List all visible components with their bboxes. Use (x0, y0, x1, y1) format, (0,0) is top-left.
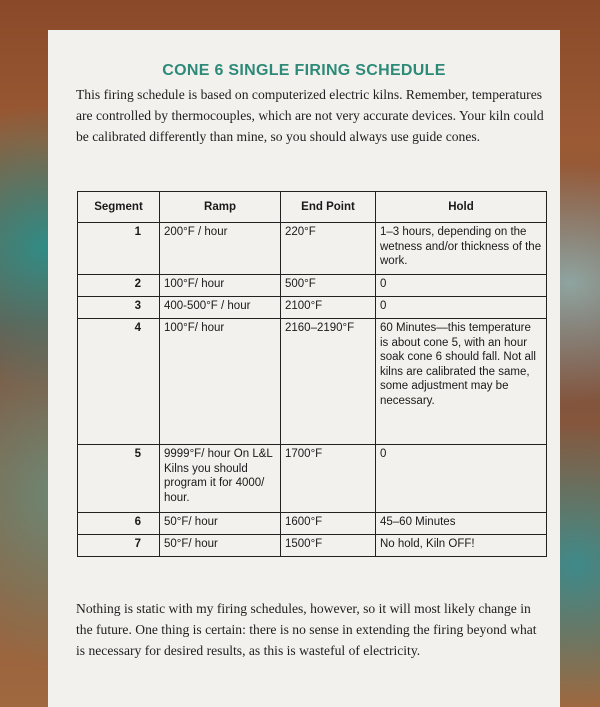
table-row (78, 513, 547, 535)
intro-paragraph: This firing schedule is based on computerized electric kilns. Remember, temperatures are controlled by thermocouples, which are not very accurate devices. Your kiln could be calibrated differently than mine, so you should always use guide cones. (76, 87, 544, 144)
hold-cell: 1–3 hours, depending on the wetness and/or thickness of the work. (376, 223, 547, 275)
end-point-cell: 2160–2190°F (281, 319, 376, 445)
end-point-cell: 1600°F (281, 513, 376, 535)
end-point-cell: 1500°F (281, 535, 376, 557)
table-row (78, 223, 547, 275)
ramp-cell: 100°F/ hour (160, 275, 281, 297)
header-ramp: Ramp (160, 192, 281, 223)
segment-cell: 4 (78, 319, 160, 445)
header-hold: Hold (376, 192, 547, 223)
table-row (78, 275, 547, 297)
end-point-cell: 1700°F (281, 445, 376, 513)
ramp-cell: 50°F/ hour (160, 513, 281, 535)
hold-cell: 0 (376, 297, 547, 319)
hold-cell: 0 (376, 275, 547, 297)
ramp-cell: 9999°F/ hour On L&L Kilns you should program it for 4000/ hour. (160, 445, 281, 513)
page-title: CONE 6 SINGLE FIRING SCHEDULE (162, 62, 446, 79)
ramp-cell: 100°F/ hour (160, 319, 281, 445)
firing-schedule-table (77, 191, 547, 557)
header-segment: Segment (78, 192, 160, 223)
segment-cell: 5 (78, 445, 160, 513)
end-point-cell: 2100°F (281, 297, 376, 319)
ramp-cell: 200°F / hour (160, 223, 281, 275)
ramp-cell: 400-500°F / hour (160, 297, 281, 319)
hold-cell: 45–60 Minutes (376, 513, 547, 535)
table-row (78, 445, 547, 513)
table-row (78, 319, 547, 445)
segment-cell: 6 (78, 513, 160, 535)
segment-cell: 7 (78, 535, 160, 557)
table-row (78, 535, 547, 557)
hold-cell: 0 (376, 445, 547, 513)
segment-cell: 1 (78, 223, 160, 275)
end-point-cell: 500°F (281, 275, 376, 297)
end-point-cell: 220°F (281, 223, 376, 275)
document-card (48, 30, 560, 707)
table-header-row (78, 192, 547, 223)
table-row (78, 297, 547, 319)
hold-cell: No hold, Kiln OFF! (376, 535, 547, 557)
segment-cell: 3 (78, 297, 160, 319)
header-end-point: End Point (281, 192, 376, 223)
ramp-cell: 50°F/ hour (160, 535, 281, 557)
hold-cell: 60 Minutes—this temperature is about cone 5, with an hour soak cone 6 should fall. Not all kilns are calibrated the same, some adjustment may be necessary. (376, 319, 547, 445)
closing-paragraph: Nothing is static with my firing schedules, however, so it will most likely change in the future. One thing is certain: there is no sense in extending the firing beyond what is necessary for desired results, as this is wasteful of electricity. (76, 601, 537, 658)
segment-cell: 2 (78, 275, 160, 297)
